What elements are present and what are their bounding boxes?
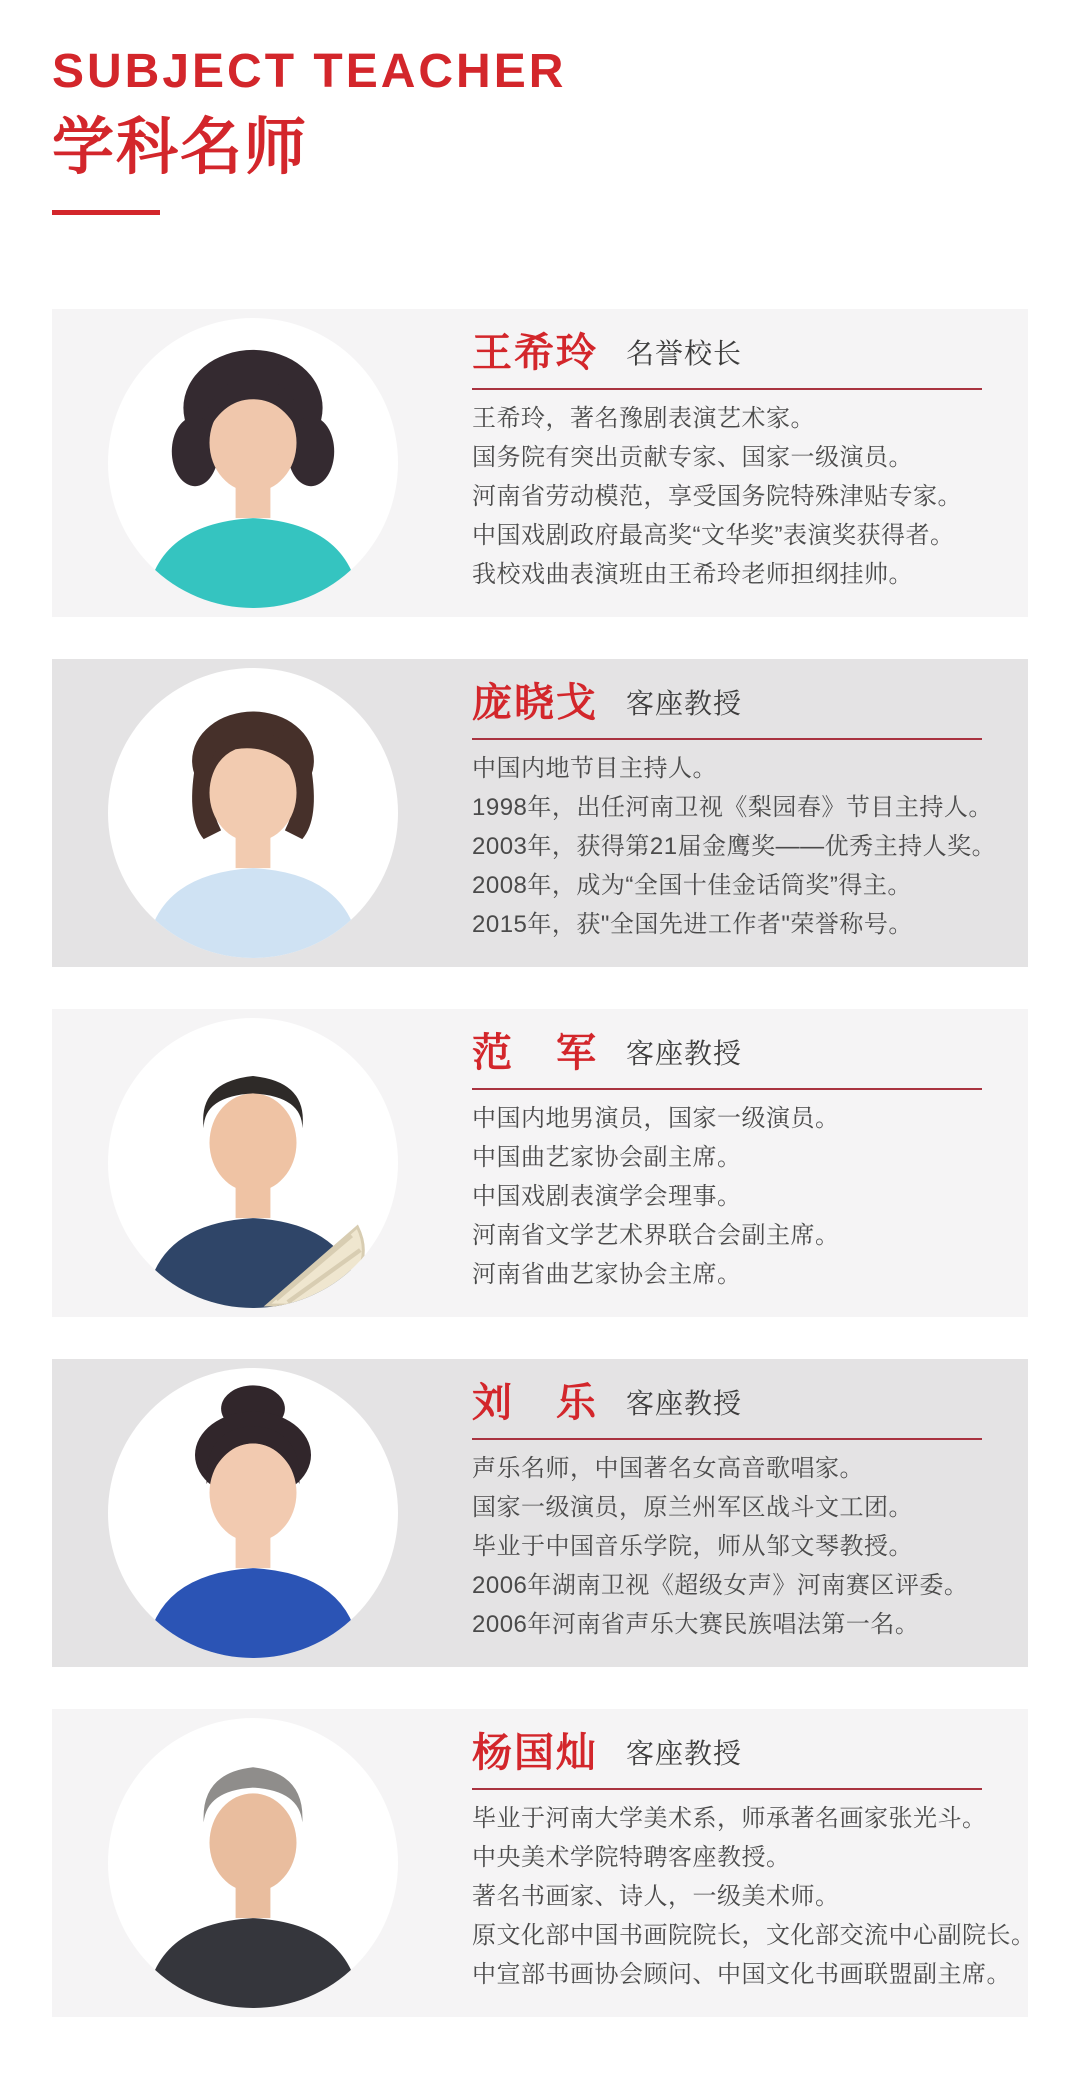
teacher-photo-man-gray-suit xyxy=(108,1718,398,2008)
bio-line: 1998年，出任河南卫视《梨园春》节目主持人。 xyxy=(472,794,993,822)
teacher-card-list xyxy=(0,309,1080,2017)
teacher-photo-woman-bob-blue xyxy=(108,668,398,958)
bio-line: 河南省劳动模范，享受国务院特殊津贴专家。 xyxy=(472,483,962,511)
teacher-title: 客座教授 xyxy=(626,688,743,720)
teacher-bio xyxy=(472,1799,1036,1994)
teacher-bio xyxy=(472,749,1028,944)
name-underline xyxy=(472,1438,982,1440)
bio-line: 中国戏剧政府最高奖“文华奖”表演奖获得者。 xyxy=(472,522,955,550)
teacher-name-row xyxy=(472,1031,1028,1075)
name-underline xyxy=(472,388,982,390)
bio-line: 中宣部书画协会顾问、中国文化书画联盟副主席。 xyxy=(472,1961,1011,1989)
teacher-name: 刘 乐 xyxy=(472,1381,598,1426)
teacher-photo-woman-updo-blue xyxy=(108,1368,398,1658)
bio-line: 2006年河南省声乐大赛民族唱法第一名。 xyxy=(472,1611,920,1639)
teacher-name: 王希玲 xyxy=(472,331,598,376)
bio-line: 2003年，获得第21届金鹰奖——优秀主持人奖。 xyxy=(472,833,997,861)
teacher-name: 杨国灿 xyxy=(472,1731,598,1776)
teacher-info xyxy=(398,1731,1036,1994)
page-title-chinese: 学科名师 xyxy=(52,112,309,182)
teacher-name-row xyxy=(472,681,1028,725)
teacher-card xyxy=(52,659,1028,967)
teacher-name-row xyxy=(472,1731,1036,1775)
teacher-card xyxy=(52,1009,1028,1317)
bio-line: 毕业于中国音乐学院，师从邹文琴教授。 xyxy=(472,1533,913,1561)
bio-line: 著名书画家、诗人，一级美术师。 xyxy=(472,1883,840,1911)
bio-line: 中国内地节目主持人。 xyxy=(472,755,717,783)
teacher-bio xyxy=(472,1449,1028,1644)
name-underline xyxy=(472,738,982,740)
bio-line: 2006年湖南卫视《超级女声》河南赛区评委。 xyxy=(472,1572,969,1600)
bio-line: 国家一级演员，原兰州军区战斗文工团。 xyxy=(472,1494,913,1522)
bio-line: 中国戏剧表演学会理事。 xyxy=(472,1183,742,1211)
bio-line: 原文化部中国书画院院长，文化部交流中心副院长。 xyxy=(472,1922,1036,1950)
teacher-bio xyxy=(472,1099,1028,1294)
title-underline xyxy=(52,210,160,215)
page-title-english: SUBJECT TEACHER xyxy=(52,45,567,98)
teacher-title: 客座教授 xyxy=(626,1738,743,1770)
teacher-title: 名誉校长 xyxy=(626,338,743,370)
teacher-name: 庞晓戈 xyxy=(472,681,598,726)
name-underline xyxy=(472,1788,982,1790)
bio-line: 王希玲，著名豫剧表演艺术家。 xyxy=(472,405,815,433)
teacher-title: 客座教授 xyxy=(626,1038,743,1070)
teacher-info xyxy=(398,331,1028,594)
teacher-info xyxy=(398,1381,1028,1644)
teacher-photo-woman-curly-teal xyxy=(108,318,398,608)
teacher-title: 客座教授 xyxy=(626,1388,743,1420)
bio-line: 河南省曲艺家协会主席。 xyxy=(472,1261,742,1289)
teacher-photo-man-fan-navy xyxy=(108,1018,398,1308)
teacher-card xyxy=(52,1709,1036,2017)
bio-line: 国务院有突出贡献专家、国家一级演员。 xyxy=(472,444,913,472)
bio-line: 中国内地男演员，国家一级演员。 xyxy=(472,1105,840,1133)
bio-line: 河南省文学艺术界联合会副主席。 xyxy=(472,1222,840,1250)
bio-line: 2015年，获"全国先进工作者"荣誉称号。 xyxy=(472,911,913,939)
bio-line: 声乐名师，中国著名女高音歌唱家。 xyxy=(472,1455,864,1483)
teacher-bio xyxy=(472,399,1028,594)
teacher-card xyxy=(52,1359,1028,1667)
name-underline xyxy=(472,1088,982,1090)
teacher-info xyxy=(398,1031,1028,1294)
teacher-name-row xyxy=(472,1381,1028,1425)
page-header xyxy=(0,0,1080,215)
bio-line: 中央美术学院特聘客座教授。 xyxy=(472,1844,791,1872)
bio-line: 2008年，成为“全国十佳金话筒奖”得主。 xyxy=(472,872,912,900)
teacher-name-row xyxy=(472,331,1028,375)
teacher-info xyxy=(398,681,1028,944)
bio-line: 我校戏曲表演班由王希玲老师担纲挂帅。 xyxy=(472,561,913,589)
bio-line: 中国曲艺家协会副主席。 xyxy=(472,1144,742,1172)
bio-line: 毕业于河南大学美术系，师承著名画家张光斗。 xyxy=(472,1805,987,1833)
teacher-name: 范 军 xyxy=(472,1031,598,1076)
teacher-card xyxy=(52,309,1028,617)
